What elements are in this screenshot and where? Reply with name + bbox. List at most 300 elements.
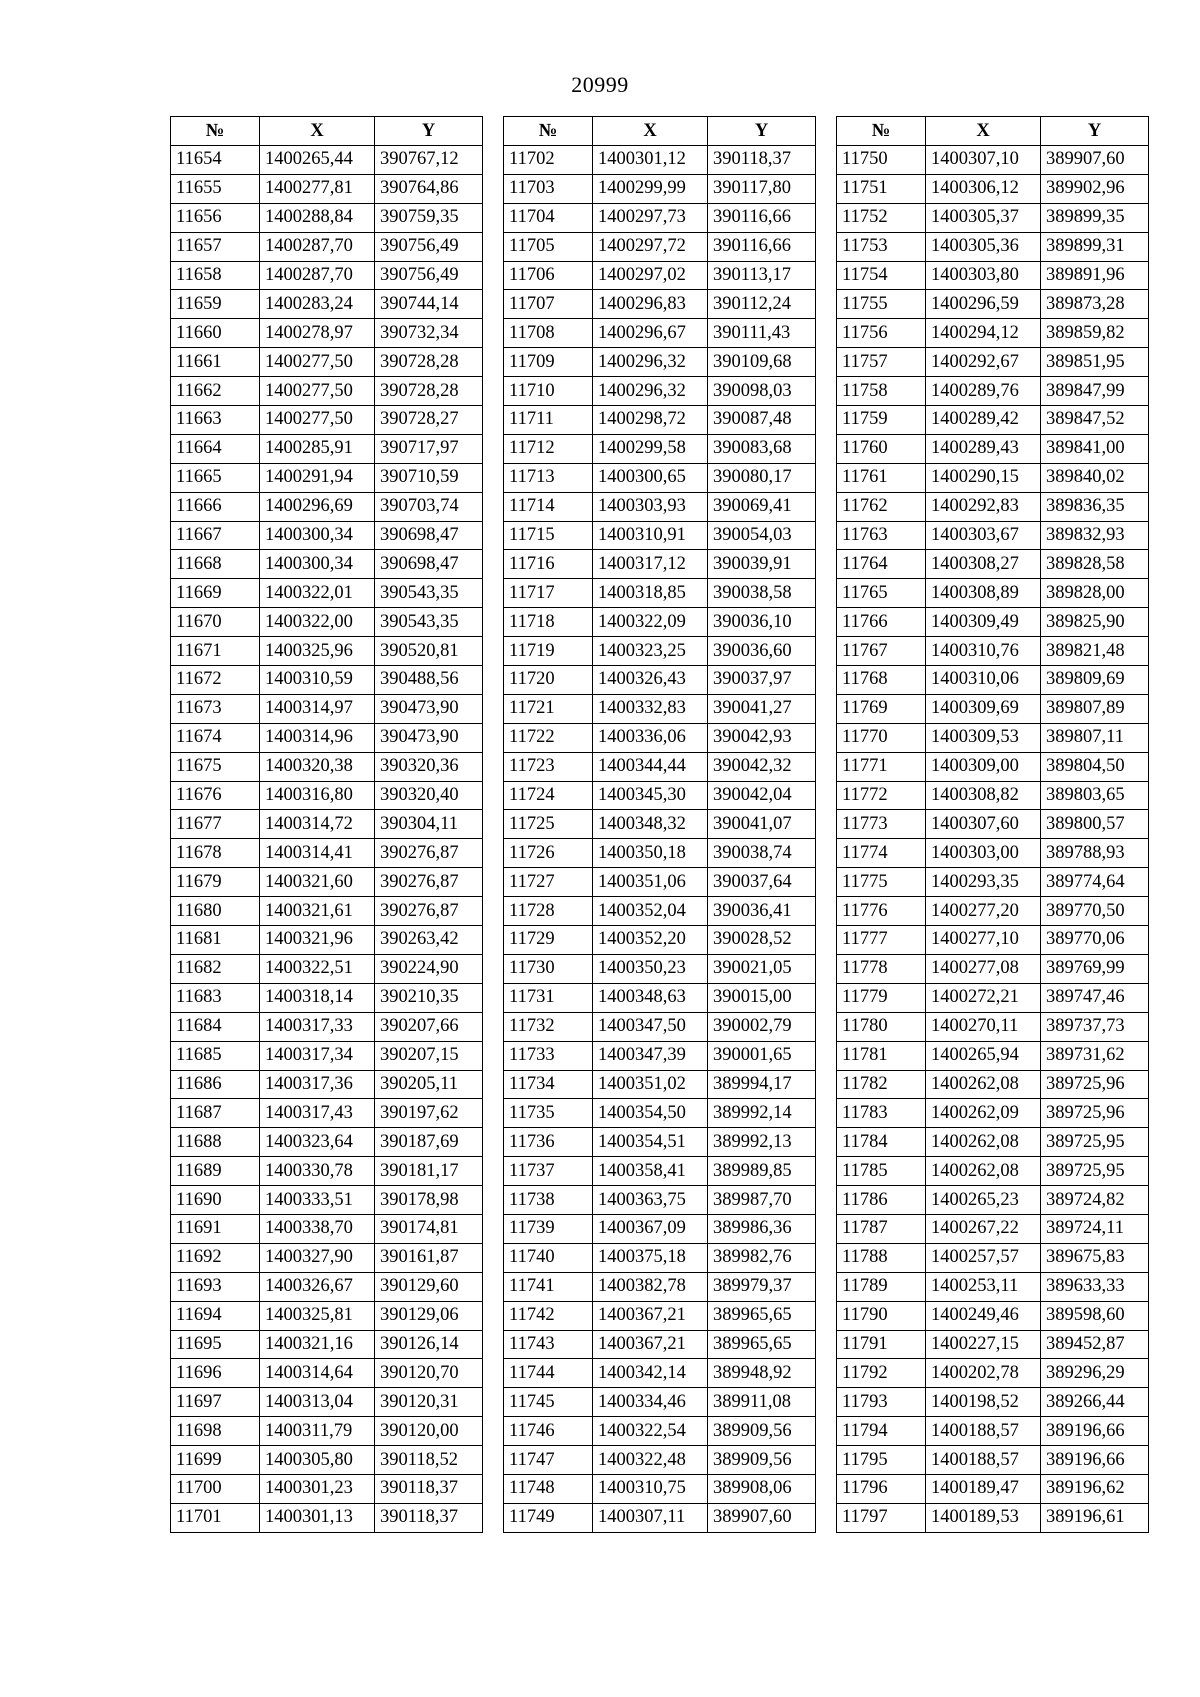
y-coordinate-cell: 390036,41 — [708, 897, 816, 926]
x-coordinate-cell: 1400299,99 — [593, 174, 708, 203]
table-row — [171, 810, 483, 839]
point-number-cell: 11716 — [504, 550, 593, 579]
point-number-cell: 11794 — [837, 1417, 926, 1446]
x-coordinate-cell: 1400296,67 — [593, 319, 708, 348]
x-coordinate-cell: 1400338,70 — [260, 1214, 375, 1243]
table-row — [171, 406, 483, 435]
point-number-cell: 11779 — [837, 983, 926, 1012]
x-coordinate-cell: 1400300,34 — [260, 550, 375, 579]
point-number-cell: 11654 — [171, 146, 260, 175]
y-coordinate-cell: 389770,06 — [1041, 926, 1149, 955]
table-row — [171, 1157, 483, 1186]
point-number-cell: 11676 — [171, 781, 260, 810]
table-row — [171, 1128, 483, 1157]
table-row — [504, 1330, 816, 1359]
table-row — [504, 174, 816, 203]
table-row — [837, 1417, 1149, 1446]
y-coordinate-cell: 389774,64 — [1041, 868, 1149, 897]
y-coordinate-cell: 389825,90 — [1041, 608, 1149, 637]
x-coordinate-cell: 1400307,10 — [926, 146, 1041, 175]
y-coordinate-cell: 390732,34 — [375, 319, 483, 348]
x-coordinate-cell: 1400322,51 — [260, 954, 375, 983]
table-row — [504, 781, 816, 810]
y-coordinate-cell: 390129,60 — [375, 1272, 483, 1301]
table-row — [171, 174, 483, 203]
x-coordinate-cell: 1400306,12 — [926, 174, 1041, 203]
x-coordinate-cell: 1400305,36 — [926, 232, 1041, 261]
point-number-cell: 11710 — [504, 377, 593, 406]
table-row — [171, 608, 483, 637]
table-row — [504, 1186, 816, 1215]
y-coordinate-cell: 390473,90 — [375, 723, 483, 752]
x-coordinate-cell: 1400311,79 — [260, 1417, 375, 1446]
y-coordinate-cell: 390120,00 — [375, 1417, 483, 1446]
point-number-cell: 11776 — [837, 897, 926, 926]
y-coordinate-cell: 389196,62 — [1041, 1474, 1149, 1503]
point-number-cell: 11690 — [171, 1186, 260, 1215]
point-number-cell: 11727 — [504, 868, 593, 897]
point-number-cell: 11695 — [171, 1330, 260, 1359]
point-number-cell: 11693 — [171, 1272, 260, 1301]
table-row — [504, 839, 816, 868]
x-coordinate-cell: 1400317,34 — [260, 1041, 375, 1070]
table-row — [171, 1099, 483, 1128]
y-coordinate-cell: 390037,64 — [708, 868, 816, 897]
point-number-cell: 11663 — [171, 406, 260, 435]
table-row — [837, 1128, 1149, 1157]
table-row — [837, 1157, 1149, 1186]
x-coordinate-cell: 1400297,02 — [593, 261, 708, 290]
table-body — [837, 146, 1149, 1533]
y-coordinate-cell: 389821,48 — [1041, 637, 1149, 666]
table-row — [171, 954, 483, 983]
x-coordinate-cell: 1400327,90 — [260, 1243, 375, 1272]
y-coordinate-cell: 389807,89 — [1041, 694, 1149, 723]
x-coordinate-cell: 1400322,09 — [593, 608, 708, 637]
x-coordinate-cell: 1400344,44 — [593, 752, 708, 781]
y-coordinate-cell: 390320,36 — [375, 752, 483, 781]
point-number-cell: 11658 — [171, 261, 260, 290]
table-row — [504, 348, 816, 377]
table-row — [837, 232, 1149, 261]
x-coordinate-cell: 1400314,64 — [260, 1359, 375, 1388]
y-coordinate-cell: 389873,28 — [1041, 290, 1149, 319]
table-row — [171, 1446, 483, 1475]
y-coordinate-cell: 390083,68 — [708, 434, 816, 463]
table-row — [504, 694, 816, 723]
table-row — [171, 1359, 483, 1388]
y-coordinate-cell: 390069,41 — [708, 492, 816, 521]
point-number-cell: 11738 — [504, 1186, 593, 1215]
point-number-cell: 11747 — [504, 1446, 593, 1475]
table-row — [504, 1417, 816, 1446]
table-row — [504, 1301, 816, 1330]
table-row — [837, 550, 1149, 579]
table-row — [171, 897, 483, 926]
x-coordinate-cell: 1400348,63 — [593, 983, 708, 1012]
y-coordinate-cell: 390117,80 — [708, 174, 816, 203]
y-coordinate-cell: 389452,87 — [1041, 1330, 1149, 1359]
table-row — [504, 752, 816, 781]
table-row — [837, 839, 1149, 868]
table-row — [171, 348, 483, 377]
point-number-cell: 11741 — [504, 1272, 593, 1301]
point-number-cell: 11703 — [504, 174, 593, 203]
point-number-cell: 11686 — [171, 1070, 260, 1099]
y-coordinate-cell: 389902,96 — [1041, 174, 1149, 203]
x-coordinate-cell: 1400325,81 — [260, 1301, 375, 1330]
y-coordinate-cell: 390178,98 — [375, 1186, 483, 1215]
x-coordinate-cell: 1400277,50 — [260, 406, 375, 435]
table-row — [837, 261, 1149, 290]
y-coordinate-cell: 390087,48 — [708, 406, 816, 435]
point-number-cell: 11668 — [171, 550, 260, 579]
y-coordinate-cell: 390126,14 — [375, 1330, 483, 1359]
point-number-cell: 11784 — [837, 1128, 926, 1157]
table-row — [837, 1099, 1149, 1128]
table-row — [171, 637, 483, 666]
point-number-cell: 11697 — [171, 1388, 260, 1417]
point-number-cell: 11758 — [837, 377, 926, 406]
x-coordinate-cell: 1400323,64 — [260, 1128, 375, 1157]
y-coordinate-cell: 389841,00 — [1041, 434, 1149, 463]
y-coordinate-cell: 390276,87 — [375, 868, 483, 897]
table-row — [171, 146, 483, 175]
x-coordinate-cell: 1400322,01 — [260, 579, 375, 608]
x-coordinate-cell: 1400277,08 — [926, 954, 1041, 983]
y-coordinate-cell: 389633,33 — [1041, 1272, 1149, 1301]
y-coordinate-cell: 389800,57 — [1041, 810, 1149, 839]
point-number-cell: 11774 — [837, 839, 926, 868]
y-coordinate-cell: 390037,97 — [708, 666, 816, 695]
table-row — [837, 174, 1149, 203]
y-coordinate-cell: 390744,14 — [375, 290, 483, 319]
table-row — [837, 752, 1149, 781]
y-coordinate-cell: 389899,31 — [1041, 232, 1149, 261]
y-coordinate-cell: 390113,17 — [708, 261, 816, 290]
table-row — [837, 983, 1149, 1012]
x-coordinate-cell: 1400303,93 — [593, 492, 708, 521]
point-number-cell: 11796 — [837, 1474, 926, 1503]
y-coordinate-cell: 389804,50 — [1041, 752, 1149, 781]
y-coordinate-cell: 389907,60 — [1041, 146, 1149, 175]
column-header-number: № — [837, 117, 926, 146]
point-number-cell: 11682 — [171, 954, 260, 983]
point-number-cell: 11680 — [171, 897, 260, 926]
point-number-cell: 11734 — [504, 1070, 593, 1099]
x-coordinate-cell: 1400345,30 — [593, 781, 708, 810]
point-number-cell: 11767 — [837, 637, 926, 666]
point-number-cell: 11720 — [504, 666, 593, 695]
point-number-cell: 11673 — [171, 694, 260, 723]
point-number-cell: 11683 — [171, 983, 260, 1012]
point-number-cell: 11742 — [504, 1301, 593, 1330]
table-row — [837, 1388, 1149, 1417]
x-coordinate-cell: 1400320,38 — [260, 752, 375, 781]
y-coordinate-cell: 390118,37 — [375, 1503, 483, 1532]
y-coordinate-cell: 389948,92 — [708, 1359, 816, 1388]
x-coordinate-cell: 1400354,50 — [593, 1099, 708, 1128]
x-coordinate-cell: 1400298,72 — [593, 406, 708, 435]
point-number-cell: 11719 — [504, 637, 593, 666]
y-coordinate-cell: 390767,12 — [375, 146, 483, 175]
point-number-cell: 11768 — [837, 666, 926, 695]
table-row — [837, 694, 1149, 723]
x-coordinate-cell: 1400265,44 — [260, 146, 375, 175]
x-coordinate-cell: 1400350,18 — [593, 839, 708, 868]
x-coordinate-cell: 1400307,11 — [593, 1503, 708, 1532]
table-row — [504, 1503, 816, 1532]
x-coordinate-cell: 1400334,46 — [593, 1388, 708, 1417]
point-number-cell: 11785 — [837, 1157, 926, 1186]
y-coordinate-cell: 390161,87 — [375, 1243, 483, 1272]
column-header-number: № — [171, 117, 260, 146]
table-row — [837, 1243, 1149, 1272]
y-coordinate-cell: 390207,15 — [375, 1041, 483, 1070]
y-coordinate-cell: 389909,56 — [708, 1446, 816, 1475]
x-coordinate-cell: 1400313,04 — [260, 1388, 375, 1417]
table-row — [504, 521, 816, 550]
table-row — [837, 1214, 1149, 1243]
table-row — [171, 521, 483, 550]
x-coordinate-cell: 1400321,61 — [260, 897, 375, 926]
x-coordinate-cell: 1400296,32 — [593, 377, 708, 406]
point-number-cell: 11700 — [171, 1474, 260, 1503]
x-coordinate-cell: 1400348,32 — [593, 810, 708, 839]
table-row — [837, 521, 1149, 550]
y-coordinate-cell: 390116,66 — [708, 203, 816, 232]
point-number-cell: 11795 — [837, 1446, 926, 1475]
x-coordinate-cell: 1400296,32 — [593, 348, 708, 377]
table-row — [504, 146, 816, 175]
point-number-cell: 11760 — [837, 434, 926, 463]
x-coordinate-cell: 1400309,53 — [926, 723, 1041, 752]
point-number-cell: 11769 — [837, 694, 926, 723]
y-coordinate-cell: 390488,56 — [375, 666, 483, 695]
y-coordinate-cell: 390543,35 — [375, 608, 483, 637]
y-coordinate-cell: 390756,49 — [375, 232, 483, 261]
y-coordinate-cell: 390118,37 — [708, 146, 816, 175]
point-number-cell: 11721 — [504, 694, 593, 723]
x-coordinate-cell: 1400347,39 — [593, 1041, 708, 1070]
point-number-cell: 11780 — [837, 1012, 926, 1041]
point-number-cell: 11748 — [504, 1474, 593, 1503]
point-number-cell: 11667 — [171, 521, 260, 550]
table-row — [504, 1099, 816, 1128]
table-row — [837, 290, 1149, 319]
point-number-cell: 11737 — [504, 1157, 593, 1186]
table-row — [504, 319, 816, 348]
x-coordinate-cell: 1400352,20 — [593, 926, 708, 955]
x-coordinate-cell: 1400325,96 — [260, 637, 375, 666]
x-coordinate-cell: 1400296,69 — [260, 492, 375, 521]
point-number-cell: 11678 — [171, 839, 260, 868]
point-number-cell: 11757 — [837, 348, 926, 377]
table-row — [171, 1417, 483, 1446]
table-row — [837, 203, 1149, 232]
x-coordinate-cell: 1400299,58 — [593, 434, 708, 463]
x-coordinate-cell: 1400321,16 — [260, 1330, 375, 1359]
y-coordinate-cell: 390042,93 — [708, 723, 816, 752]
y-coordinate-cell: 390041,27 — [708, 694, 816, 723]
x-coordinate-cell: 1400262,08 — [926, 1070, 1041, 1099]
table-row — [171, 232, 483, 261]
y-coordinate-cell: 389731,62 — [1041, 1041, 1149, 1070]
x-coordinate-cell: 1400287,70 — [260, 261, 375, 290]
y-coordinate-cell: 389807,11 — [1041, 723, 1149, 752]
y-coordinate-cell: 390276,87 — [375, 897, 483, 926]
table-row — [837, 1070, 1149, 1099]
point-number-cell: 11762 — [837, 492, 926, 521]
point-number-cell: 11671 — [171, 637, 260, 666]
table-row — [504, 1012, 816, 1041]
table-row — [837, 954, 1149, 983]
point-number-cell: 11753 — [837, 232, 926, 261]
x-coordinate-cell: 1400310,59 — [260, 666, 375, 695]
table-row — [171, 463, 483, 492]
x-coordinate-cell: 1400227,15 — [926, 1330, 1041, 1359]
y-coordinate-cell: 389987,70 — [708, 1186, 816, 1215]
y-coordinate-cell: 389847,52 — [1041, 406, 1149, 435]
y-coordinate-cell: 390039,91 — [708, 550, 816, 579]
point-number-cell: 11684 — [171, 1012, 260, 1041]
y-coordinate-cell: 389979,37 — [708, 1272, 816, 1301]
point-number-cell: 11788 — [837, 1243, 926, 1272]
table-row — [837, 1186, 1149, 1215]
y-coordinate-cell: 389989,85 — [708, 1157, 816, 1186]
point-number-cell: 11728 — [504, 897, 593, 926]
point-number-cell: 11752 — [837, 203, 926, 232]
point-number-cell: 11731 — [504, 983, 593, 1012]
x-coordinate-cell: 1400249,46 — [926, 1301, 1041, 1330]
table-row — [837, 1272, 1149, 1301]
point-number-cell: 11679 — [171, 868, 260, 897]
point-number-cell: 11746 — [504, 1417, 593, 1446]
y-coordinate-cell: 389965,65 — [708, 1330, 816, 1359]
table-row — [504, 1359, 816, 1388]
y-coordinate-cell: 390174,81 — [375, 1214, 483, 1243]
point-number-cell: 11786 — [837, 1186, 926, 1215]
table-row — [504, 406, 816, 435]
table-row — [504, 810, 816, 839]
y-coordinate-cell: 390320,40 — [375, 781, 483, 810]
point-number-cell: 11705 — [504, 232, 593, 261]
table-row — [504, 1272, 816, 1301]
x-coordinate-cell: 1400188,57 — [926, 1417, 1041, 1446]
point-number-cell: 11749 — [504, 1503, 593, 1532]
table-row — [171, 579, 483, 608]
table-row — [837, 1012, 1149, 1041]
point-number-cell: 11773 — [837, 810, 926, 839]
point-number-cell: 11698 — [171, 1417, 260, 1446]
x-coordinate-cell: 1400267,22 — [926, 1214, 1041, 1243]
x-coordinate-cell: 1400367,21 — [593, 1330, 708, 1359]
y-coordinate-cell: 390756,49 — [375, 261, 483, 290]
point-number-cell: 11726 — [504, 839, 593, 868]
point-number-cell: 11688 — [171, 1128, 260, 1157]
table-row — [837, 377, 1149, 406]
y-coordinate-cell: 390197,62 — [375, 1099, 483, 1128]
point-number-cell: 11717 — [504, 579, 593, 608]
x-coordinate-cell: 1400382,78 — [593, 1272, 708, 1301]
x-coordinate-cell: 1400303,67 — [926, 521, 1041, 550]
x-coordinate-cell: 1400270,11 — [926, 1012, 1041, 1041]
point-number-cell: 11783 — [837, 1099, 926, 1128]
table-row — [504, 579, 816, 608]
table-row — [171, 723, 483, 752]
y-coordinate-cell: 389788,93 — [1041, 839, 1149, 868]
table-row — [171, 1503, 483, 1532]
point-number-cell: 11661 — [171, 348, 260, 377]
y-coordinate-cell: 389836,35 — [1041, 492, 1149, 521]
x-coordinate-cell: 1400277,20 — [926, 897, 1041, 926]
y-coordinate-cell: 390041,07 — [708, 810, 816, 839]
table-row — [837, 406, 1149, 435]
x-coordinate-cell: 1400317,43 — [260, 1099, 375, 1128]
x-coordinate-cell: 1400198,52 — [926, 1388, 1041, 1417]
table-row — [837, 781, 1149, 810]
point-number-cell: 11723 — [504, 752, 593, 781]
y-coordinate-cell: 389994,17 — [708, 1070, 816, 1099]
point-number-cell: 11702 — [504, 146, 593, 175]
point-number-cell: 11659 — [171, 290, 260, 319]
y-coordinate-cell: 389909,56 — [708, 1417, 816, 1446]
y-coordinate-cell: 389986,36 — [708, 1214, 816, 1243]
point-number-cell: 11674 — [171, 723, 260, 752]
x-coordinate-cell: 1400294,12 — [926, 319, 1041, 348]
x-coordinate-cell: 1400265,94 — [926, 1041, 1041, 1070]
x-coordinate-cell: 1400189,47 — [926, 1474, 1041, 1503]
y-coordinate-cell: 390015,00 — [708, 983, 816, 1012]
table-row — [837, 146, 1149, 175]
x-coordinate-cell: 1400257,57 — [926, 1243, 1041, 1272]
table-row — [171, 1214, 483, 1243]
point-number-cell: 11787 — [837, 1214, 926, 1243]
point-number-cell: 11672 — [171, 666, 260, 695]
y-coordinate-cell: 390021,05 — [708, 954, 816, 983]
point-number-cell: 11681 — [171, 926, 260, 955]
x-coordinate-cell: 1400310,75 — [593, 1474, 708, 1503]
table-row — [837, 1301, 1149, 1330]
x-coordinate-cell: 1400283,24 — [260, 290, 375, 319]
y-coordinate-cell: 390728,28 — [375, 348, 483, 377]
table-row — [171, 1388, 483, 1417]
x-coordinate-cell: 1400336,06 — [593, 723, 708, 752]
point-number-cell: 11657 — [171, 232, 260, 261]
x-coordinate-cell: 1400253,11 — [926, 1272, 1041, 1301]
y-coordinate-cell: 389598,60 — [1041, 1301, 1149, 1330]
table-row — [171, 1012, 483, 1041]
table-row — [837, 434, 1149, 463]
table-row — [837, 1330, 1149, 1359]
table-row — [171, 1474, 483, 1503]
coordinates-table — [503, 116, 816, 1533]
column-header-x: X — [260, 117, 375, 146]
y-coordinate-cell: 390276,87 — [375, 839, 483, 868]
y-coordinate-cell: 390263,42 — [375, 926, 483, 955]
y-coordinate-cell: 389196,66 — [1041, 1417, 1149, 1446]
table-row — [504, 983, 816, 1012]
x-coordinate-cell: 1400310,06 — [926, 666, 1041, 695]
x-coordinate-cell: 1400363,75 — [593, 1186, 708, 1215]
table-row — [504, 954, 816, 983]
point-number-cell: 11745 — [504, 1388, 593, 1417]
x-coordinate-cell: 1400288,84 — [260, 203, 375, 232]
table-row — [171, 666, 483, 695]
table-header — [837, 117, 1149, 146]
y-coordinate-cell: 390028,52 — [708, 926, 816, 955]
x-coordinate-cell: 1400375,18 — [593, 1243, 708, 1272]
